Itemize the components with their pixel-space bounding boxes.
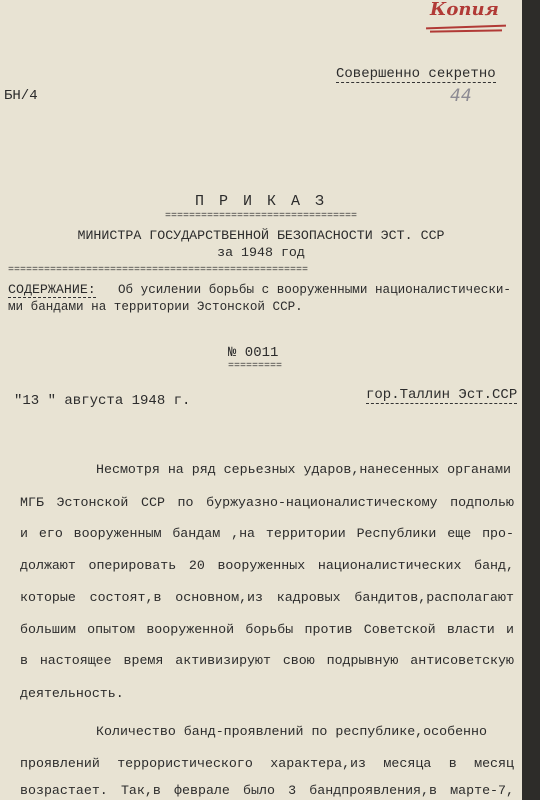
copy-mark-underline: [426, 25, 506, 29]
order-date: "13 " августа 1948 г.: [14, 393, 191, 409]
copy-mark: Копия: [430, 0, 499, 20]
heading-line-2: за 1948 год: [217, 245, 305, 260]
subject-label-text: СОДЕРЖАНИЕ:: [8, 282, 96, 297]
body-line: возрастает. Так,в феврале было 3 бандпроявления,в марте-7,: [20, 783, 514, 798]
subject-line-1: Об усилении борьбы с вооруженными националистически-: [118, 283, 511, 297]
classification-label: [336, 66, 496, 82]
order-number: № 0011: [228, 345, 279, 361]
classification-text: Совершенно секретно: [336, 66, 496, 82]
body-line: и его вооруженным бандам ,на территории Республики еще про-: [20, 526, 514, 541]
book-binding-edge: [522, 0, 540, 800]
title-rule: ================================: [164, 211, 358, 222]
page-number: 44: [450, 86, 472, 106]
body-line: Количество банд-проявлений по республике,особенно: [96, 724, 487, 739]
order-city: [366, 387, 517, 403]
body-line: проявлений террористического характера,из месяца в месяц: [20, 756, 514, 771]
copy-mark-underline-2: [430, 29, 502, 32]
body-line: Несмотря на ряд серьезных ударов,нанесенных органами: [96, 462, 511, 477]
heading-rule: ==================================================: [8, 266, 309, 276]
body-line: МГБ Эстонской ССР по буржуазно-националистическому подполью: [20, 495, 514, 510]
document-code: БН/4: [4, 88, 38, 104]
body-line: которые состоят,в основном,из кадровых бандитов,располагают: [20, 590, 514, 605]
subject-label: [8, 282, 96, 298]
body-line: деятельность.: [20, 686, 124, 701]
body-line: должают оперировать 20 вооруженных националистических банд,: [20, 558, 514, 573]
subject-line-2: ми бандами на территории Эстонской ССР.: [8, 300, 303, 314]
order-title: П Р И К А З: [194, 193, 328, 210]
order-number-rule: =========: [228, 361, 283, 372]
body-line: в настоящее время активизируют свою подрывную антисоветскую: [20, 653, 514, 668]
heading-line-1: МИНИСТРА ГОСУДАРСТВЕННОЙ БЕЗОПАСНОСТИ ЭСТ. ССР: [77, 228, 445, 243]
body-line: большим опытом вооруженной борьбы против Советской власти и: [20, 622, 514, 637]
order-city-text: гор.Таллин Эст.ССР: [366, 387, 518, 403]
